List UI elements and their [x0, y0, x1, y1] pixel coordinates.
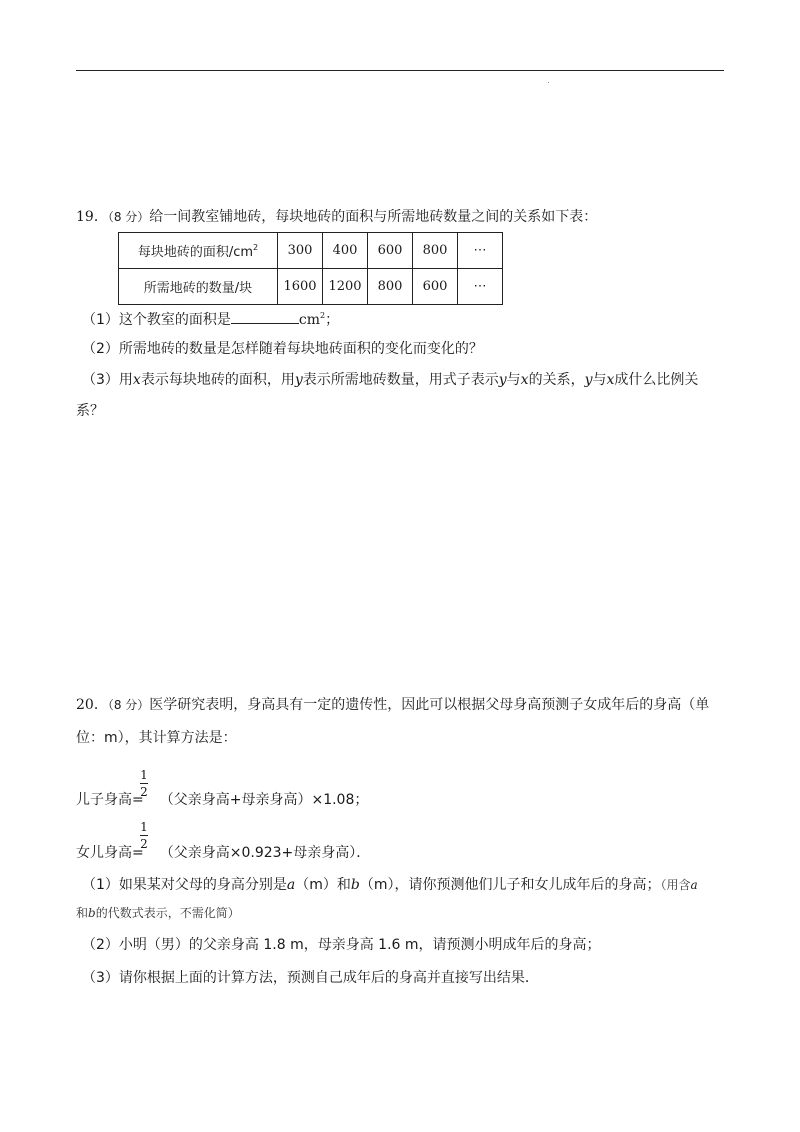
son-formula [76, 789, 368, 809]
table-cell: 400 [323, 233, 368, 269]
q20-part1-text: （1）如果某对父母的身高分别是 [82, 877, 287, 893]
q19-header [76, 206, 597, 226]
var-a: a [286, 877, 296, 893]
q19-part3-text: 成什么比例关 [614, 372, 699, 388]
answer-blank [231, 311, 299, 324]
q20-intro-line2: 位：m），其计算方法是： [76, 730, 237, 746]
daughter-formula-text: （父亲身高×0.923+母亲身高）． [159, 845, 371, 861]
q19-score: （8 分） [107, 210, 150, 224]
fraction-numerator: 1 [140, 768, 148, 782]
daughter-label: 女儿身高= [76, 845, 144, 861]
q20-part1-line1 [82, 874, 698, 894]
fraction-denominator: 2 [140, 837, 148, 851]
q20-part1-note: （用含 [660, 878, 691, 892]
table-cell: 300 [278, 233, 323, 269]
q19-part2: （2）所需地砖的数量是怎样随着每块地砖面积的变化而变化的？ [82, 341, 483, 357]
table-row [119, 233, 503, 269]
var-x: x [606, 372, 615, 388]
tile-table [118, 232, 503, 305]
var-x: x [132, 372, 141, 388]
q19-part3-text: （3）用 [82, 372, 133, 388]
table-cell: 1600 [278, 269, 323, 305]
q19-part1-end: ； [325, 312, 340, 328]
q19-part3-text: 表示所需地砖数量，用式子表示 [302, 372, 499, 388]
table-cell: 600 [413, 269, 458, 305]
fraction-bar [140, 835, 148, 836]
q19-part3-text: 的关系， [528, 372, 585, 388]
q20-header [76, 694, 709, 714]
q20-part1-text: （m）和 [295, 877, 351, 893]
q20-part1-note: 的代数式表示，不需化简） [95, 906, 240, 920]
table-row [119, 269, 503, 305]
var-y: y [584, 372, 593, 388]
var-b: b [350, 877, 360, 893]
var-y: y [294, 372, 303, 388]
daughter-formula [76, 842, 370, 862]
var-x: x [520, 372, 529, 388]
q19-part3-line1 [82, 369, 698, 389]
q19-part1 [82, 309, 339, 329]
q20-part1-line2 [76, 904, 240, 921]
q20-part2: （2）小明（男）的父亲身高 1.8 m，母亲身高 1.6 m，请预测小明成年后的身高； [82, 937, 601, 953]
son-label: 儿子身高= [76, 792, 144, 808]
q19-part3-text: 表示每块地砖的面积，用 [140, 372, 295, 388]
row2-label-cell: 所需地砖的数量/块 [119, 269, 278, 305]
q19-intro: 给一间教室铺地砖，每块地砖的面积与所需地砖数量之间的关系如下表： [149, 209, 598, 225]
var-a: a [690, 878, 698, 892]
fraction-numerator: 1 [140, 820, 148, 834]
q20-part3: （3）请你根据上面的计算方法，预测自己成年后的身高并直接写出结果． [82, 970, 539, 986]
var-y: y [498, 372, 507, 388]
son-fraction [140, 768, 148, 799]
table-cell: ⋯ [458, 233, 503, 269]
table-cell: ⋯ [458, 269, 503, 305]
table-cell: 800 [368, 269, 413, 305]
q19-part3-line2: 系？ [76, 403, 104, 419]
q19-part1-unit: cm [298, 312, 321, 328]
fraction-denominator: 2 [140, 785, 148, 799]
scan-dot [548, 82, 549, 83]
header-rule [76, 70, 724, 71]
q20-part1-note: 和 [76, 906, 89, 920]
q20-number: 20． [76, 697, 108, 713]
q20-part1-text: （m），请你预测他们儿子和女儿成年后的身高； [359, 877, 661, 893]
son-formula-text: （父亲身高+母亲身高）×1.08； [159, 792, 369, 808]
q19-part3-text: 与 [506, 372, 521, 388]
q20-score: （8 分） [107, 698, 150, 712]
var-b: b [88, 906, 96, 920]
q19-part3-text: 与 [592, 372, 607, 388]
table-cell: 600 [368, 233, 413, 269]
fraction-bar [140, 783, 148, 784]
daughter-fraction [140, 820, 148, 851]
row1-label-sup: 2 [253, 243, 259, 252]
table-cell: 1200 [323, 269, 368, 305]
q19-number: 19． [76, 209, 108, 225]
q19-part1-sup: 2 [320, 311, 326, 320]
q19-part1-text: （1）这个教室的面积是 [82, 312, 231, 328]
row1-label-cell [119, 233, 278, 269]
table-cell: 800 [413, 233, 458, 269]
q20-intro: 医学研究表明，身高具有一定的遗传性，因此可以根据父母身高预测子女成年后的身高（单 [149, 697, 710, 713]
row1-label: 每块地砖的面积/cm [137, 245, 254, 260]
